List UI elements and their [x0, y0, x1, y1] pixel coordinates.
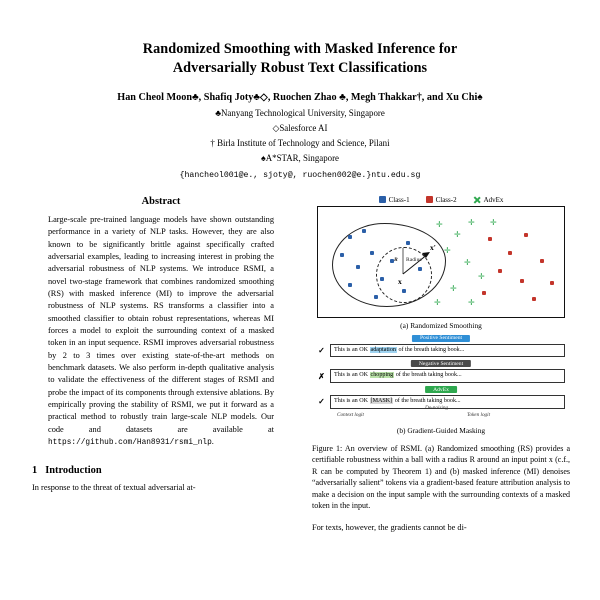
advex-point: ✛	[450, 283, 457, 293]
abstract-heading: Abstract	[141, 195, 181, 207]
negative-tag-row	[317, 360, 565, 369]
sentence-post-2: of the breath taking book...	[393, 398, 461, 405]
affiliation-2: ◇Salesforce AI	[272, 123, 328, 134]
token-label-row	[317, 404, 565, 423]
advex-point: ✛	[454, 229, 461, 239]
abstract-code-url[interactable]: https://github.com/Han8931/rsmi_nlp	[48, 439, 212, 448]
advex-point: ✛	[436, 219, 443, 229]
class-1-swatch-icon	[379, 196, 386, 203]
figure-1	[312, 196, 570, 512]
affiliation-4: ♠A*STAR, Singapore	[261, 152, 339, 163]
sentence-row-adversarial	[317, 369, 565, 383]
advex-tag-row	[317, 386, 565, 395]
abstract-text	[32, 214, 290, 450]
advex-cross-icon	[473, 196, 481, 204]
abstract-paragraph: Large-scale pre-trained language models have shown outstanding performance in a variety of NLP tasks. However, they are also known to be significantly brittle against specifically crafted adversarial examples, leading to increasing interest in probing the adversarial robustness of NLP systems. We introduce RSMI, a novel two-stage framework that combines randomized smoothing (RS) with masked inference (MI) to improve the adversarial robustness of NLP systems. RS transforms a classifier into a smoothed classifier to obtain robust representations, whereas MI forces a model to exploit the surrounding context of a masked token in an input sequence. RSMI improves adversarial robustness by 2 to 3 times over existing state-of-the-art methods on benchmark datasets. We also perform in-depth qualitative analysis to validate the effectiveness of the different stages of RSMI and probe the impact of its components through extensive ablations. By empirically proving the stability of RSMI, we put it forward as a practical method to robustly train large-scale NLP models. Our code and datasets are available at	[48, 214, 274, 434]
contact-emails	[60, 169, 540, 180]
page-title	[60, 40, 540, 77]
sentence-row-original	[317, 344, 565, 358]
sentence-box-original	[330, 344, 565, 358]
section-title: Introduction	[45, 464, 102, 476]
sentence-post-1: of the breath taking book...	[394, 372, 462, 379]
legend-item-advex	[473, 196, 504, 204]
author-list: Han Cheol Moon♣, Shafiq Joty♣◇, Ruochen Zhao ♣, Megh Thakkar†, and Xu Chi♠	[117, 92, 483, 104]
advex-point: ✛	[490, 217, 497, 227]
advex-point: ✛	[444, 245, 451, 255]
legend-label-advex: AdvEx	[483, 195, 504, 204]
figure-caption-label: Figure 1:	[312, 443, 343, 453]
title-block	[0, 0, 600, 180]
sentence-post-0: of the breath taking book...	[396, 346, 465, 353]
sentence-box-adversarial	[330, 369, 565, 383]
sentence-pre-0: This is an OK	[334, 346, 370, 353]
advex-point: ✛	[468, 217, 475, 227]
sentence-pre-1: This is an OK	[334, 372, 370, 379]
sentence-hl-0: adaptation	[370, 346, 396, 353]
legend-label-class-1: Class-1	[388, 195, 410, 204]
affiliation-1: ♣Nanyang Technological University, Singapore	[215, 108, 385, 119]
point-x-label: x	[398, 276, 402, 286]
sentence-hl-2: [MASK]	[370, 398, 393, 405]
section-heading-introduction	[32, 465, 290, 476]
right-column-paragraph: For texts, however, the gradients cannot be di-	[312, 522, 467, 532]
negative-sentiment-badge: Negative Sentiment	[411, 360, 471, 367]
panel-a-vectors	[318, 207, 565, 318]
figure-caption-text: An overview of RSMI. (a) Randomized smoothing (RS) provides a certifiable robustness within a ball with a radius R around an input point x (c.f., R can be computed by Theorem 1) and (b) masked inference (MI) denoises “adversarially salient” tokens via a gradient-based feature attribution analysis to make a decision on the input sample with the surrounding contexts of a masked token in the input.	[312, 443, 571, 511]
section-number: 1	[32, 464, 38, 476]
title-line-2: Adversarially Robust Text Classifications	[172, 59, 428, 76]
point-x-adv-label: x'	[430, 242, 436, 252]
sentence-hl-1: chopping	[370, 372, 394, 379]
left-column	[32, 194, 290, 534]
legend-item-class-1	[379, 196, 410, 204]
advex-badge: AdvEx	[425, 386, 457, 393]
section1-paragraph: In response to the threat of textual adversarial at-	[32, 482, 196, 492]
correct-check-icon: ✓	[318, 346, 325, 356]
panel-b-caption: (b) Gradient-Guided Masking	[396, 425, 486, 435]
advex-point: ✛	[464, 257, 471, 267]
masked-cross-icon: ✓	[318, 397, 325, 407]
token-logit-label-right: Token logit	[467, 411, 491, 418]
denoising-label: De-noising	[425, 404, 449, 411]
emails-text: {hancheol001@e., sjoty@, ruochen002@e.}ntu.edu.sg	[179, 170, 421, 180]
advex-point: ✛	[478, 271, 485, 281]
two-column-body	[0, 194, 600, 534]
figure-panel-b	[317, 335, 565, 423]
panel-a-caption: (a) Randomized Smoothing	[400, 320, 482, 330]
right-column	[312, 194, 570, 534]
class-2-swatch-icon	[426, 196, 433, 203]
affiliation-3: † Birla Institute of Technology and Science, Pilani	[210, 138, 390, 149]
figure-caption	[312, 443, 570, 512]
figure-panel-a	[317, 206, 565, 318]
advex-point: ✛	[468, 297, 475, 307]
context-logit-label-left: Context logit	[337, 411, 364, 418]
incorrect-cross-icon: ✗	[318, 371, 325, 381]
legend-label-class-2: Class-2	[435, 195, 457, 204]
advex-point: ✛	[434, 297, 441, 307]
positive-sentiment-badge: Positive Sentiment	[412, 335, 470, 342]
radius-R-label: R	[394, 256, 398, 263]
radius-label: Radius	[406, 256, 422, 263]
legend-item-class-2	[426, 196, 457, 204]
sentence-pre-2: This is an OK	[334, 398, 370, 405]
positive-tag-row	[317, 335, 565, 344]
abstract-period: .	[211, 437, 214, 447]
figure-legend	[312, 196, 570, 204]
title-line-1: Randomized Smoothing with Masked Inference for	[142, 41, 458, 57]
